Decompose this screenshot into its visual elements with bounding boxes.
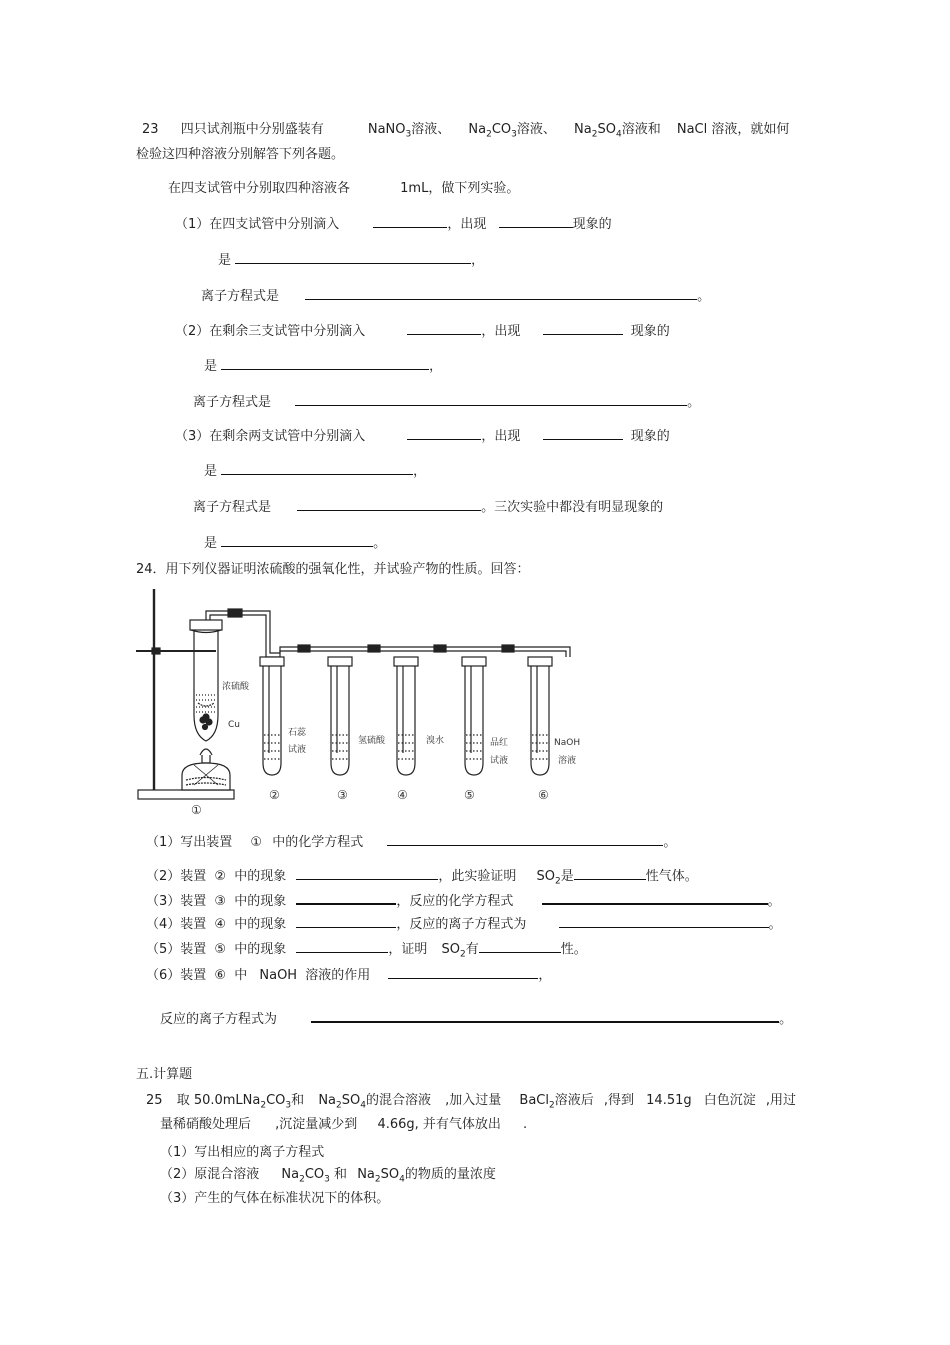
q23-part2-ion: 离子方程式是 。	[193, 395, 701, 410]
answer-blank[interactable]	[311, 1009, 779, 1023]
answer-blank[interactable]	[296, 891, 396, 905]
pipe-connector	[502, 645, 514, 652]
test-tube-3	[328, 657, 352, 775]
q23-part2-shi: 是 ，	[204, 359, 443, 374]
manifold-pipe-inner	[280, 651, 566, 657]
answer-blank[interactable]	[296, 915, 396, 928]
q24-sub4: （4）装置 ④ 中的现象 ，反应的离子方程式为 。	[146, 917, 782, 932]
label-litmus: 石蕊	[288, 728, 307, 738]
label-litmus-b: 试液	[288, 745, 307, 755]
q23-part1-shi: 是 ，	[218, 253, 485, 268]
answer-blank[interactable]	[387, 833, 663, 846]
answer-blank[interactable]	[295, 393, 687, 406]
answer-blank[interactable]	[407, 427, 481, 440]
q23-part1: （1）在四支试管中分别滴入 ，出现 现象的	[175, 217, 612, 232]
pipe-connector	[434, 645, 446, 652]
section5-title: 五.计算题	[136, 1067, 193, 1082]
alcohol-lamp	[182, 749, 230, 790]
q24-sub1: （1）写出装置 ① 中的化学方程式 。	[146, 835, 677, 850]
q23-intro: 在四支试管中分别取四种溶液各 1mL，做下列实验。	[168, 181, 520, 196]
device-number-4: ④	[397, 788, 408, 802]
answer-blank[interactable]	[543, 427, 623, 440]
device-number-1: ①	[191, 803, 202, 817]
label-naoh: NaOH	[554, 738, 580, 748]
answer-blank[interactable]	[479, 940, 561, 953]
device-number-6: ⑥	[538, 788, 549, 802]
q23-part3: （3）在剩余两支试管中分别滴入 ，出现 现象的	[175, 429, 670, 444]
answer-blank[interactable]	[407, 322, 481, 335]
q23-number: 23	[142, 122, 159, 137]
experiment-apparatus-diagram	[130, 585, 580, 820]
answer-blank[interactable]	[559, 915, 769, 928]
q23-part3-shi: 是 ，	[204, 464, 427, 479]
stand-base	[138, 790, 234, 799]
test-tube-5	[462, 657, 486, 775]
device-number-3: ③	[337, 788, 348, 802]
answer-blank[interactable]	[542, 891, 768, 905]
clamp-knob	[152, 648, 160, 654]
pipe-connector	[298, 645, 310, 652]
q24-sub3: （3）装置 ③ 中的现象 ，反应的化学方程式 。	[146, 891, 781, 911]
q23-part4-shi: 是 。	[204, 536, 387, 551]
q23-part2: （2）在剩余三支试管中分别滴入 ，出现 现象的	[175, 324, 670, 339]
device-number-5: ⑤	[464, 788, 475, 802]
label-magenta: 品红	[490, 738, 509, 748]
q23-line1: 23 四只试剂瓶中分别盛装有 NaNO$_3$溶液、 $Na_2CO_3$溶液、 $Na_2SO_4$溶液和 NaCl 溶液，就如何	[142, 122, 790, 140]
label-copper: Cu	[228, 720, 240, 730]
q25-number: 25	[146, 1093, 163, 1108]
q23-part3-ion: 离子方程式是 。三次实验中都没有明显现象的	[193, 500, 664, 515]
answer-blank[interactable]	[499, 215, 573, 228]
q23-part1-ion: 离子方程式是 。	[201, 289, 711, 304]
q24-title: 24．用下列仪器证明浓硫酸的强氧化性，并试验产物的性质。回答：	[136, 562, 530, 577]
answer-blank[interactable]	[296, 867, 438, 880]
answer-blank[interactable]	[373, 215, 447, 228]
test-tube-6	[528, 657, 552, 775]
q25-item1: （1）写出相应的离子方程式	[160, 1145, 325, 1160]
label-conc-sulfuric-acid: 浓硫酸	[222, 682, 250, 692]
q25-line1: 25 取 $50.0mLNa_2CO_3$和 $Na_2SO_4$的混合溶液 ,加入过量 BaCl$_2$溶液后 ,得到 14.51g 白色沉淀 ,用过	[146, 1093, 797, 1111]
label-bromine-water: 溴水	[426, 736, 445, 746]
answer-blank[interactable]	[221, 357, 429, 370]
label-naoh-b: 溶液	[558, 756, 577, 766]
device-number-2: ②	[269, 788, 280, 802]
q25-line2: 量稀硝酸处理后 ,沉淀量减少到 4.66g, 并有气体放出 .	[160, 1117, 528, 1132]
q24-sub6: （6）装置 ⑥ 中 NaOH 溶液的作用 ，	[146, 968, 552, 983]
answer-blank[interactable]	[221, 462, 413, 475]
delivery-pipe	[206, 611, 280, 653]
q25-item3: （3）产生的气体在标准状况下的体积。	[160, 1191, 390, 1206]
answer-blank[interactable]	[297, 498, 481, 511]
q24-sub7: 反应的离子方程式为 。	[160, 1009, 792, 1029]
pipe-connector	[368, 645, 380, 652]
pipe-connector	[228, 609, 242, 617]
reaction-tube	[190, 620, 222, 741]
answer-blank[interactable]	[235, 251, 471, 264]
answer-blank[interactable]	[574, 867, 646, 880]
answer-blank[interactable]	[221, 534, 373, 547]
label-magenta-b: 试液	[490, 756, 509, 766]
test-tube-4	[394, 657, 418, 775]
q24-sub2: （2）装置 ② 中的现象 ，此实验证明 $SO_2$是 性气体。	[146, 869, 698, 887]
answer-blank[interactable]	[305, 287, 697, 300]
answer-blank[interactable]	[543, 322, 623, 335]
q25-item2: （2）原混合溶液 $Na_2CO_3$ 和 $Na_2SO_4$的物质的量浓度	[160, 1167, 496, 1185]
answer-blank[interactable]	[296, 940, 388, 953]
q24-sub5: （5）装置 ⑤ 中的现象 ，证明 $SO_2$有 性。	[146, 942, 587, 960]
manifold-pipe	[280, 647, 570, 657]
q23-line2: 检验这四种溶液分别解答下列各题。	[136, 147, 345, 162]
label-hydrosulfuric-acid: 氢硫酸	[358, 736, 386, 746]
test-tube-2	[260, 657, 284, 775]
answer-blank[interactable]	[388, 966, 538, 979]
